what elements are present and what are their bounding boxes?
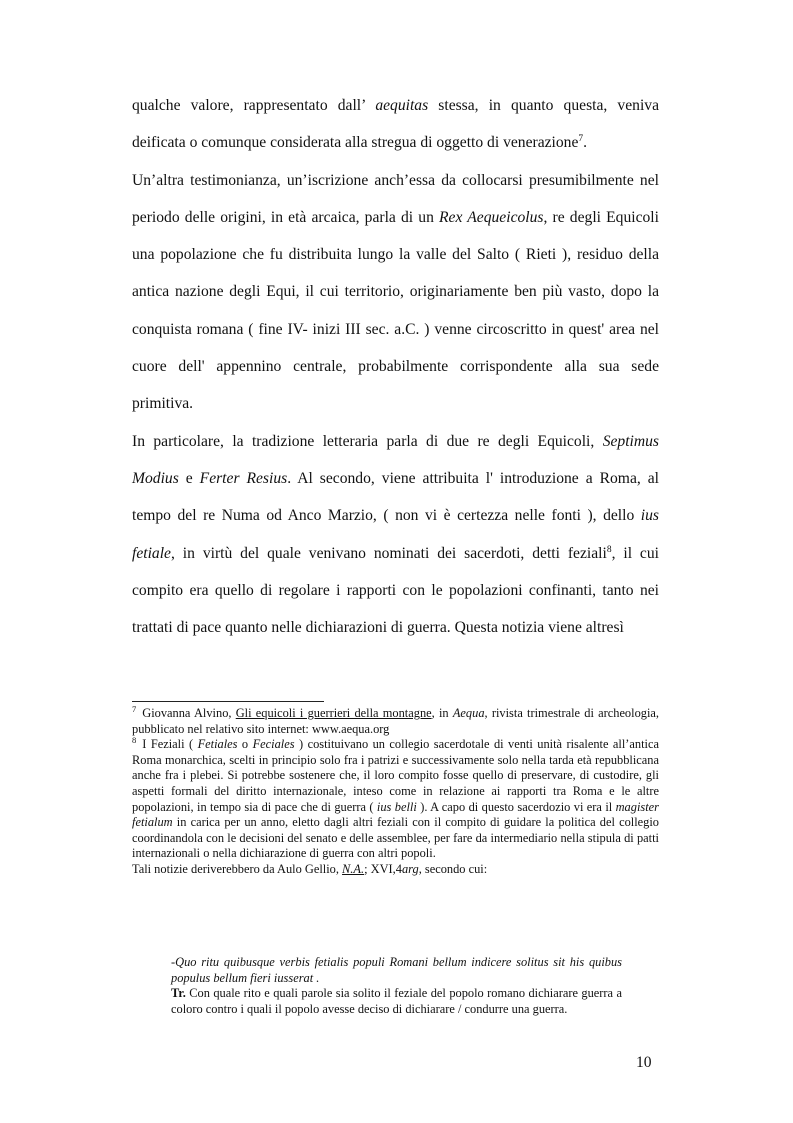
paragraph-1: qualche valore, rappresentato dall’ aequitas stessa, in quanto questa, veniva deificata o comunque considerata alla stregua di oggetto di venerazione$^7$. [132,97,659,152]
footnotes [132,703,660,878]
latin-quotation [171,955,622,1017]
footnote-8-continuation: Tali notizie deriverebbero da Aulo Gellio, N.A.; XVI,4arg, secondo cui: [132,861,488,876]
page-number: 10 [636,1054,652,1071]
footnote-ref-7[interactable]: 7 [578,134,584,145]
main-text [132,87,659,646]
footnote-8: $^8$ I Feziali ( Fetiales o Feciales ) costituivano un collegio sacerdotale di venti unità risalente all’antica Roma monarchica, scelti in principio solo fra i patrizi e successivamente solo nella tarda età repubblicana anche fra i plebei. Si potrebbe sostenere che, il loro compito fosse quello di preservare, di custodire, gli aspetti formali del diritto internazionale, inteso come in relazione ai rapporti tra Roma e le altre popolazioni, in tempo sia di pace che di guerra ( ius belli ). A capo di questo sacerdozio vi era il magister fetialum in carica per un anno, eletto dagli altri feziali con il compito di guidare la politica del collegio coordinandola con le decisioni del senato e delle assemblee, per fare da intermediario nella stipula di patti internazionali o nella dichiarazione di guerra con altri popoli. [132,735,659,861]
footnote-separator [132,701,324,702]
footnote-7: $^7$ Giovanna Alvino, Gli equicoli i guerrieri della montagne, in Aequa, rivista trimestrale di archeologia, pubblicato nel relativo sito internet: www.aequa.org [132,703,660,736]
footnote-ref-8[interactable]: 8 [606,544,612,555]
paragraph-3: In particolare, la tradizione letteraria parla di due re degli Equicoli, Septimus Modius e Ferter Resius. Al secondo, viene attribuita l' introduzione a Roma, al tempo del re Numa od Anco Marzio, ( non vi è certezza nelle fonti ), dello ius fetiale, in virtù del quale venivano nominati dei sacerdoti, detti feziali$^8$, il cui compito era quello di regolare i rapporti con le popolazioni confinanti, tanto nei trattati di pace quanto nelle dichiarazioni di guerra. Questa notizia viene altresì [132,432,659,637]
translation: Tr. Con quale rito e quali parole sia solito il feziale del popolo romano dichiarare guerra a coloro contro i quali il popolo avesse deciso di dichiarare / condurre una guerra. [171,986,622,1016]
latin-text: -Quo ritu quibusque verbis fetialis populi Romani bellum indicere solitus sit his quibus populus bellum fieri iusserat . [171,955,622,985]
paragraph-2: Un’altra testimonianza, un’iscrizione anch’essa da collocarsi presumibilmente nel periodo delle origini, in età arcaica, parla di un Rex Aequeicolus, re degli Equicoli una popolazione che fu distribuita lungo la valle del Salto ( Rieti ), residuo della antica nazione degli Equi, il cui territorio, originariamente ben più vasto, dopo la conquista romana ( fine IV- inizi III sec. a.C. ) venne circoscritto in quest' area nel cuore dell' appennino centrale, probabilmente corrispondente alla sua sede primitiva. [132,171,659,413]
